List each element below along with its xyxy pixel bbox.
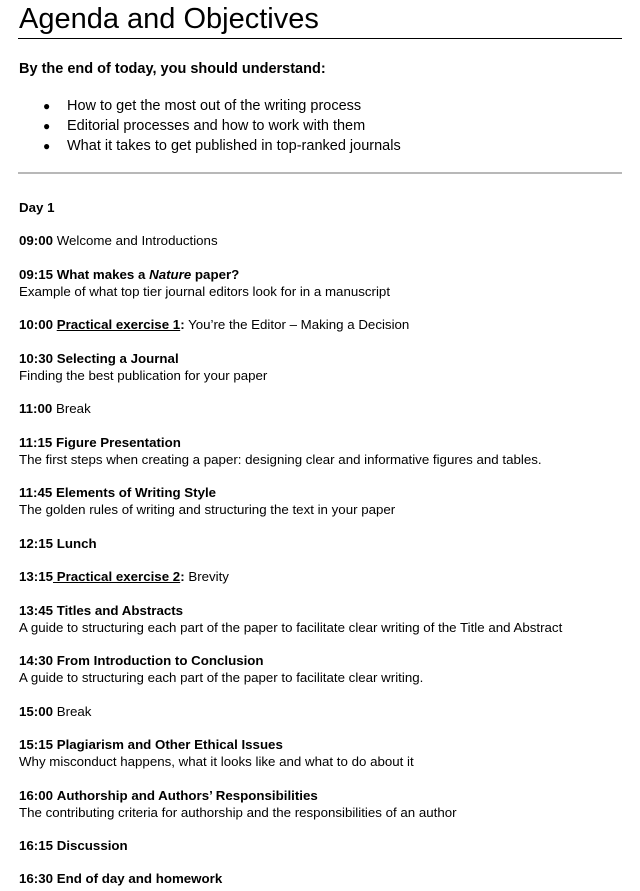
agenda-title: Plagiarism and Other Ethical Issues <box>56 737 283 752</box>
agenda-time: 13:45 <box>19 603 54 618</box>
agenda-title: Lunch <box>56 536 97 551</box>
agenda-time: 13:15 <box>19 569 54 584</box>
objectives-list <box>0 96 401 156</box>
agenda-time: 09:00 <box>19 233 54 248</box>
agenda-item <box>19 653 634 686</box>
agenda-title: Selecting a Journal <box>56 351 179 366</box>
agenda-title: End of day and homework <box>56 871 223 886</box>
exercise-link[interactable]: Practical exercise 1 <box>56 317 181 332</box>
agenda-description: A guide to structuring each part of the paper to facilitate clear writing. <box>19 669 424 685</box>
agenda-description: The first steps when creating a paper: designing clear and informative figures and tables. <box>19 451 542 467</box>
agenda-time: 16:00 <box>19 788 54 803</box>
objective-text: How to get the most out of the writing process <box>67 98 362 114</box>
agenda-time: 10:30 <box>19 351 54 366</box>
agenda-item <box>19 704 634 721</box>
agenda-description: A guide to structuring each part of the paper to facilitate clear writing of the Title and Abstract <box>19 619 563 635</box>
agenda-item <box>19 838 634 855</box>
agenda-description: Why misconduct happens, what it looks like and what to do about it <box>19 753 414 769</box>
agenda-item <box>19 267 634 300</box>
agenda-time: 15:15 <box>19 737 54 752</box>
agenda-title: Discussion <box>56 838 128 853</box>
agenda-description: Example of what top tier journal editors look for in a manuscript <box>19 283 391 299</box>
bullet-icon: ● <box>43 99 51 113</box>
agenda-time: 12:15 <box>19 536 54 551</box>
agenda-time: 15:00 <box>19 704 54 719</box>
agenda-item <box>19 233 634 250</box>
agenda-time: 11:00 <box>19 401 53 416</box>
agenda-colon: : <box>180 569 185 584</box>
agenda-title: Elements of Writing Style <box>55 485 217 500</box>
agenda-title: Authorship and Authors’ Responsibilities <box>56 788 318 803</box>
objective-text: What it takes to get published in top-ranked journals <box>67 138 401 154</box>
agenda-colon: : <box>180 317 185 332</box>
agenda-title: Break <box>56 704 92 719</box>
agenda-item <box>19 351 634 384</box>
agenda-time: 14:30 <box>19 653 54 668</box>
agenda-time: 11:45 <box>19 485 53 500</box>
agenda-title-part: What makes a <box>56 267 150 282</box>
day-label: Day 1 <box>19 200 55 215</box>
bullet-icon: ● <box>43 139 51 153</box>
agenda-item <box>19 569 634 586</box>
title-underline <box>18 38 622 39</box>
agenda-item <box>19 435 634 468</box>
objective-item <box>0 136 401 156</box>
agenda-item <box>19 317 634 334</box>
agenda-item <box>19 737 634 770</box>
objective-item <box>0 116 401 136</box>
agenda-title: Brevity <box>184 569 229 584</box>
objectives-intro: By the end of today, you should understand: <box>19 61 326 77</box>
agenda-description: The golden rules of writing and structuring the text in your paper <box>19 501 396 517</box>
agenda-description: Finding the best publication for your paper <box>19 367 268 383</box>
section-divider <box>18 172 622 174</box>
agenda-time: 10:00 <box>19 317 54 332</box>
agenda-title-part: paper? <box>191 267 240 282</box>
agenda-title: Figure Presentation <box>55 435 181 450</box>
agenda-time: 16:15 <box>19 838 54 853</box>
agenda-item <box>19 401 634 418</box>
agenda-title-italic: Nature <box>149 267 192 282</box>
objective-item <box>0 96 401 116</box>
objective-text: Editorial processes and how to work with them <box>67 118 366 134</box>
agenda-item <box>19 485 634 518</box>
agenda-item <box>19 536 634 553</box>
exercise-link[interactable]: Practical exercise 2 <box>53 569 181 584</box>
agenda-title: Welcome and Introductions <box>56 233 218 248</box>
agenda-item <box>19 871 634 888</box>
agenda-description: The contributing criteria for authorship and the responsibilities of an author <box>19 804 457 820</box>
agenda-title: From Introduction to Conclusion <box>56 653 264 668</box>
agenda-title: Titles and Abstracts <box>56 603 184 618</box>
page-title: Agenda and Objectives <box>19 3 319 35</box>
agenda-time: 11:15 <box>19 435 53 450</box>
agenda-time: 16:30 <box>19 871 54 886</box>
agenda-title <box>57 267 240 282</box>
agenda-item <box>19 788 634 821</box>
agenda-title: Break <box>55 401 91 416</box>
agenda-time: 09:15 <box>19 267 54 282</box>
agenda-item <box>19 603 634 636</box>
bullet-icon: ● <box>43 119 51 133</box>
agenda-title: You’re the Editor – Making a Decision <box>184 317 410 332</box>
